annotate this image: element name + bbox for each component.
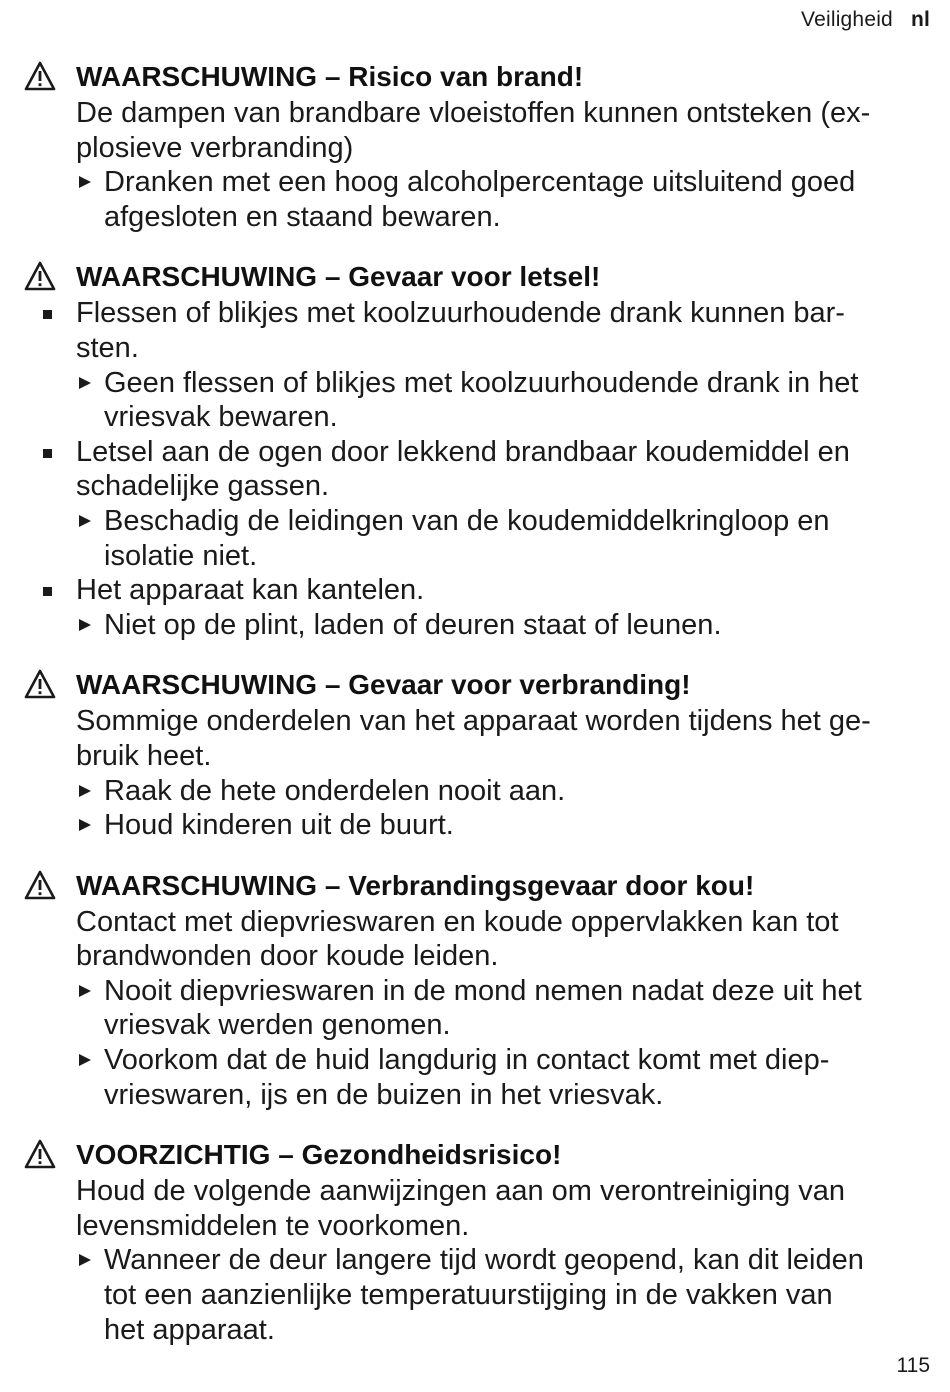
warning-title: WAARSCHUWING – Gevaar voor letsel!: [76, 261, 601, 293]
arrow-right-icon: [79, 819, 91, 831]
square-bullet-icon: [43, 310, 52, 319]
text-line: isolatie niet.: [104, 539, 258, 572]
warning-title: WAARSCHUWING – Gevaar voor verbranding!: [76, 669, 691, 701]
arrow-right-icon: [79, 785, 91, 797]
text-line: vrieswaren, ijs en de buizen in het vriesvak.: [104, 1078, 664, 1111]
text-line: Contact met diepvrieswaren en koude oppervlakken kan tot: [76, 905, 839, 938]
text-line: plosieve verbranding): [76, 131, 354, 164]
warning-description: [0, 905, 950, 974]
text-line: Houd kinderen uit de buurt.: [104, 809, 454, 842]
text-line: Sommige onderdelen van het apparaat worden tijdens het ge-: [76, 705, 871, 738]
warning-title: WAARSCHUWING – Risico van brand!: [76, 61, 584, 92]
warning-title: VOORZICHTIG – Gezondheidsrisico!: [76, 1139, 562, 1171]
warning-burn-risk: [0, 666, 950, 842]
warning-description: [0, 1174, 950, 1243]
text-line: Letsel aan de ogen door lekkend brandbaar koudemiddel en: [76, 435, 850, 468]
square-bullet-icon: [43, 587, 52, 596]
text-line: tot een aanzienlijke temperatuurstijging in de vakken van: [104, 1279, 833, 1312]
warning-title: WAARSCHUWING – Verbrandingsgevaar door kou!: [76, 869, 755, 901]
text-line: vriesvak bewaren.: [104, 401, 338, 434]
warning-title-row: [0, 666, 950, 704]
text-line: brandwonden door koude leiden.: [76, 940, 499, 973]
action-item: [0, 1043, 950, 1112]
text-line: Nooit diepvrieswaren in de mond nemen nadat deze uit het: [104, 974, 862, 1007]
text-line: Voorkom dat de huid langdurig in contact komt met diep-: [104, 1044, 830, 1077]
text-line: Raak de hete onderdelen nooit aan.: [104, 774, 566, 807]
page-number: 115: [896, 1354, 930, 1377]
bullet-item: [0, 435, 950, 504]
text-line: afgesloten en staand bewaren.: [104, 200, 501, 233]
text-line: schadelijke gassen.: [76, 470, 330, 503]
arrow-right-icon: [79, 985, 91, 997]
warning-triangle-icon: [24, 1139, 56, 1169]
warning-title-row: [0, 1136, 950, 1174]
square-bullet-icon: [43, 449, 52, 458]
action-item: [0, 774, 950, 809]
text-line: het apparaat.: [104, 1313, 275, 1346]
arrow-right-icon: [79, 1054, 91, 1066]
text-line: Houd de volgende aanwijzingen aan om verontreiniging van: [76, 1175, 846, 1208]
text-line: Niet op de plint, laden of deuren staat of leunen.: [104, 608, 722, 641]
text-line: vriesvak werden genomen.: [104, 1009, 451, 1042]
warning-triangle-icon: [24, 870, 56, 900]
warning-fire-risk: [0, 58, 950, 234]
text-line: levensmiddelen te voorkomen.: [76, 1209, 470, 1242]
bullet-item: [0, 296, 950, 365]
page-content: [0, 58, 950, 1371]
warning-triangle-icon: [24, 261, 56, 291]
warning-title-row: [0, 867, 950, 905]
action-item: [0, 1243, 950, 1347]
bullet-item: [0, 573, 950, 608]
action-item: [0, 366, 950, 435]
arrow-right-icon: [79, 619, 91, 631]
warning-title-row: [0, 258, 950, 296]
arrow-right-icon: [79, 515, 91, 527]
warning-description: [0, 704, 950, 773]
arrow-right-icon: [79, 377, 91, 389]
language-code: nl: [910, 8, 930, 31]
caution-health-risk: [0, 1136, 950, 1347]
text-line: Dranken met een hoog alcoholpercentage uitsluitend goed: [104, 166, 856, 199]
warning-injury-risk: [0, 258, 950, 642]
action-item: [0, 808, 950, 843]
section-title: Veiligheid: [801, 8, 893, 31]
text-line: bruik heet.: [76, 739, 212, 772]
text-line: De dampen van brandbare vloeistoffen kunnen ontsteken (ex-: [76, 97, 871, 129]
arrow-right-icon: [79, 1254, 91, 1266]
action-item: [0, 608, 950, 643]
warning-triangle-icon: [24, 61, 56, 91]
text-line: Beschadig de leidingen van de koudemiddelkringloop en: [104, 504, 830, 537]
action-item: [0, 974, 950, 1043]
warning-cold-burn-risk: [0, 867, 950, 1113]
text-line: Flessen of blikjes met koolzuurhoudende drank kunnen bar-: [76, 297, 845, 330]
text-line: Geen flessen of blikjes met koolzuurhoudende drank in het: [104, 366, 859, 399]
warning-description: [0, 96, 950, 165]
action-item: [0, 165, 950, 234]
text-line: Het apparaat kan kantelen.: [76, 574, 425, 607]
page-header: [801, 8, 930, 32]
text-line: sten.: [76, 331, 139, 364]
arrow-right-icon: [79, 176, 91, 188]
action-item: [0, 504, 950, 573]
warning-triangle-icon: [24, 669, 56, 699]
text-line: Wanneer de deur langere tijd wordt geopend, kan dit leiden: [104, 1244, 864, 1277]
warning-title-row: [0, 58, 950, 96]
